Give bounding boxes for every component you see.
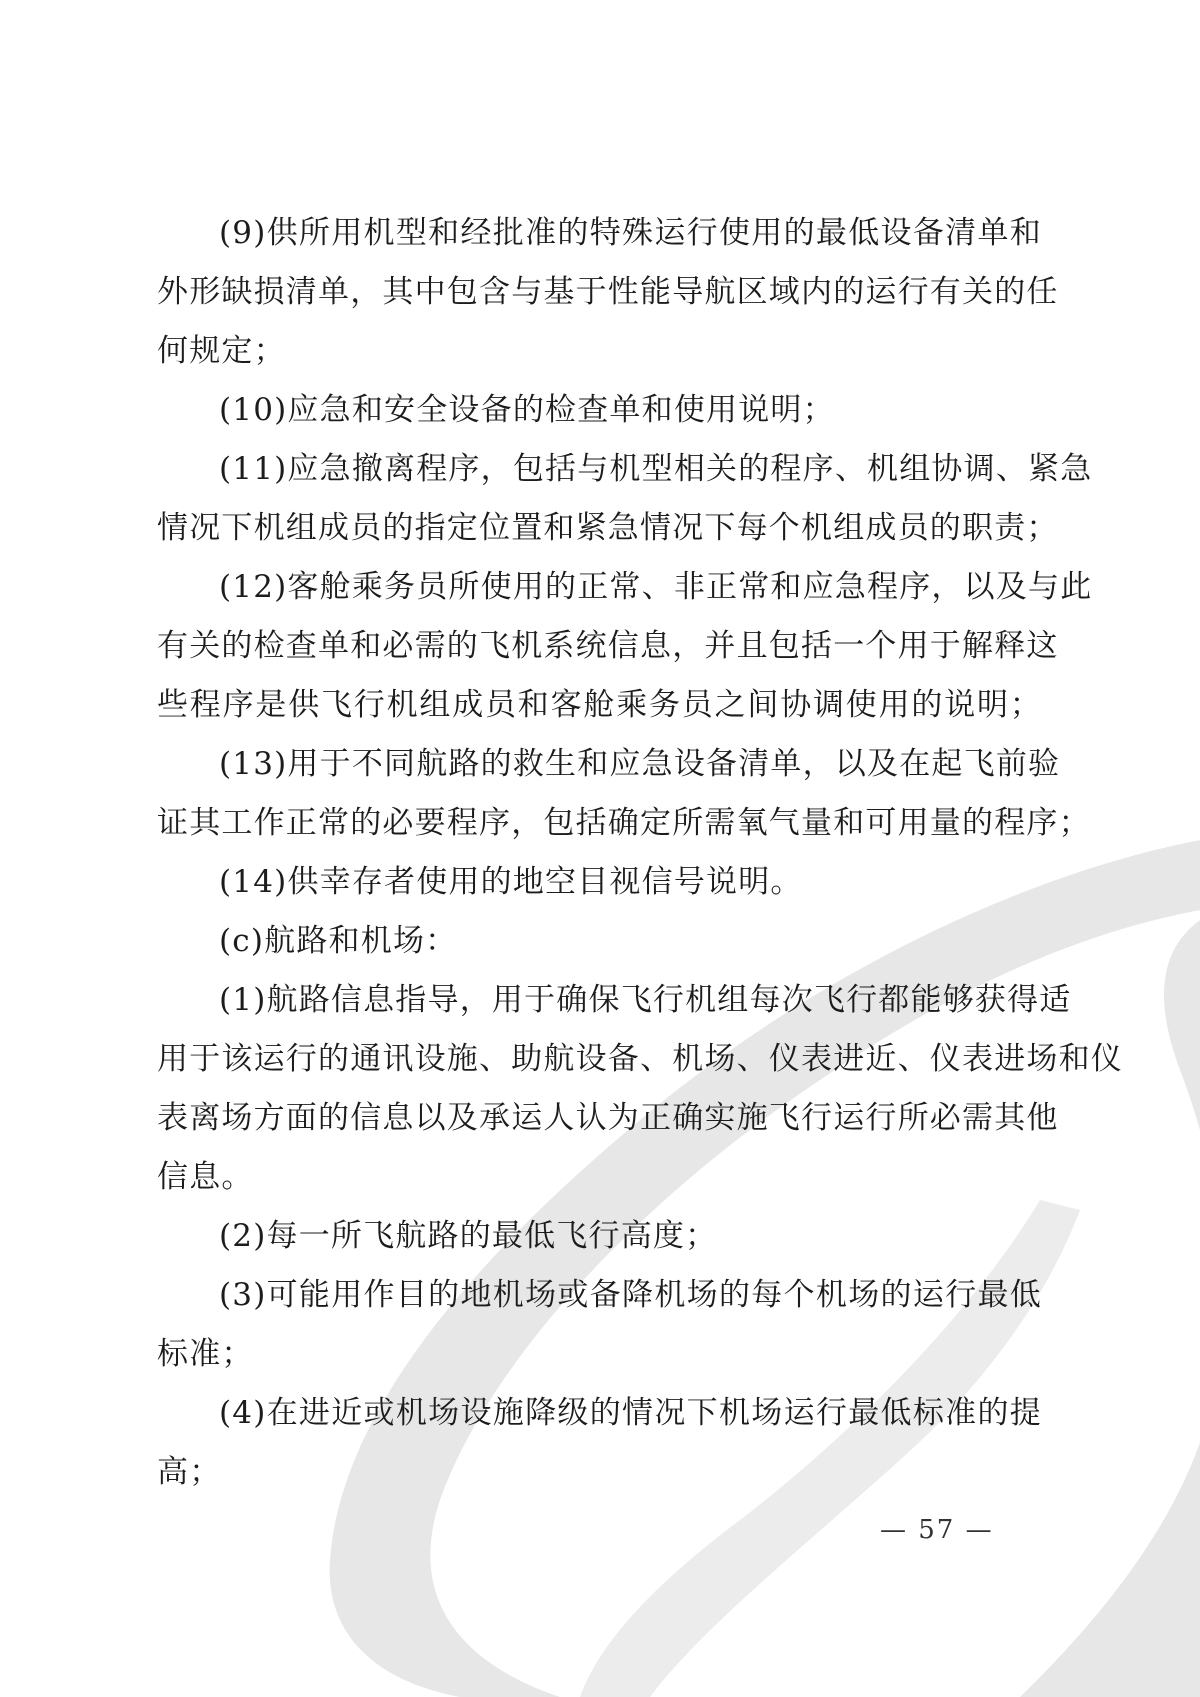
text-line: (2)每一所飞航路的最低飞行高度； — [219, 1218, 718, 1254]
paragraph-c2 — [157, 1207, 1042, 1266]
paragraph-10 — [157, 381, 1042, 440]
paragraph-11 — [157, 440, 1093, 558]
text-line: 外形缺损清单，其中包含与基于性能导航区域内的运行有关的任 — [157, 274, 1059, 310]
paragraph-c4 — [157, 1384, 1042, 1502]
paragraph-14 — [157, 853, 1042, 912]
text-line: (4)在进近或机场设施降级的情况下机场运行最低标准的提 — [219, 1395, 1042, 1431]
text-line: (10)应急和安全设备的检查单和使用说明； — [219, 392, 835, 428]
text-line: 些程序是供飞行机组成员和客舱乘务员之间协调使用的说明； — [157, 687, 1042, 723]
text-line: 标准； — [157, 1336, 254, 1372]
section-heading-c — [157, 912, 1042, 971]
text-line: (13)用于不同航路的救生和应急设备清单，以及在起飞前验 — [219, 746, 1061, 782]
paragraph-12 — [157, 558, 1093, 735]
text-line: (9)供所用机型和经批准的特殊运行使用的最低设备清单和 — [219, 215, 1042, 251]
text-line: (1)航路信息指导，用于确保飞行机组每次飞行都能够获得适 — [219, 982, 1072, 1018]
text-line: 有关的检查单和必需的飞机系统信息，并且包括一个用于解释这 — [157, 628, 1059, 664]
text-line: (11)应急撤离程序，包括与机型相关的程序、机组协调、紧急 — [219, 451, 1093, 487]
text-line: 信息。 — [157, 1159, 254, 1195]
paragraph-c1 — [157, 971, 1123, 1207]
paragraph-9 — [157, 204, 1059, 381]
paragraph-c3 — [157, 1266, 1042, 1384]
text-line: 用于该运行的通讯设施、助航设备、机场、仪表进近、仪表进场和仪 — [157, 1041, 1123, 1077]
text-line: 何规定； — [157, 333, 286, 369]
text-line: 情况下机组成员的指定位置和紧急情况下每个机组成员的职责； — [157, 510, 1059, 546]
text-line: 高； — [157, 1454, 222, 1490]
paragraph-13 — [157, 735, 1091, 853]
text-line: (14)供幸存者使用的地空目视信号说明。 — [219, 864, 803, 900]
text-line: 证其工作正常的必要程序，包括确定所需氧气量和可用量的程序； — [157, 805, 1091, 841]
text-line: (3)可能用作目的地机场或备降机场的每个机场的运行最低 — [219, 1277, 1042, 1313]
text-line: (12)客舱乘务员所使用的正常、非正常和应急程序，以及与此 — [219, 569, 1093, 605]
document-body — [157, 204, 1123, 1502]
text-line: 表离场方面的信息以及承运人认为正确实施飞行运行所必需其他 — [157, 1100, 1059, 1136]
section-heading: (c)航路和机场： — [219, 923, 458, 959]
page-number: — 57 — — [880, 1515, 994, 1545]
